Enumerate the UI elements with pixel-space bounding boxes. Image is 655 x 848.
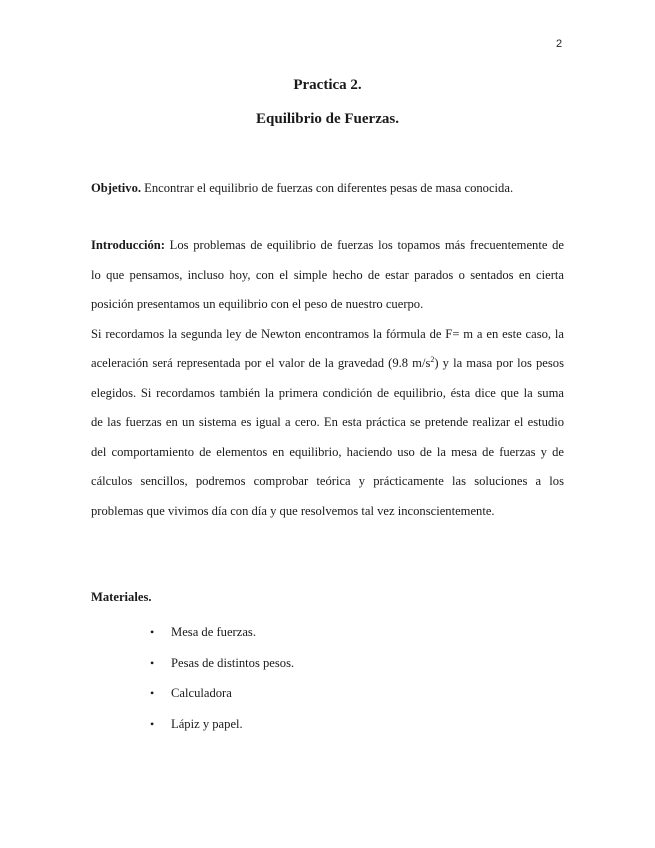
intro-line-5-a: aceleración será representada por el valor de la gravedad (9.8 m/s (91, 356, 431, 370)
list-item-text: Calculadora (171, 686, 232, 700)
list-item-text: Mesa de fuerzas. (171, 625, 256, 639)
intro-line-5-b: ) y la masa por los pesos (434, 356, 564, 370)
intro-line-1-text: Los problemas de equilibrio de fuerzas los topamos más frecuentemente de (164, 238, 564, 252)
bullet-icon: • (150, 655, 155, 670)
intro-line-7: de las fuerzas en un sistema es igual a cero. En esta práctica se pretende realizar el estudio (91, 415, 564, 429)
page-number: 2 (556, 38, 563, 50)
intro-line-8: del comportamiento de elementos en equilibrio, haciendo uso de la mesa de fuerzas y de (91, 444, 564, 459)
intro-line-6: elegidos. Si recordamos también la primera condición de equilibrio, ésta dice que la suma (91, 385, 564, 400)
intro-line-4: Si recordamos la segunda ley de Newton encontramos la fórmula de F= m a en este caso, la (91, 326, 564, 341)
objective-label: Objetivo. (91, 181, 142, 195)
intro-line-3: posición presentamos un equilibrio con el peso de nuestro cuerpo. (91, 297, 424, 311)
list-item (146, 709, 294, 740)
materials-list (146, 617, 294, 739)
intro-line-2: lo que pensamos, incluso hoy, con el simple hecho de estar parados o sentados en cierta (91, 267, 564, 282)
intro-line-9: cálculos sencillos, podremos comprobar teórica y prácticamente las soluciones a los (91, 474, 564, 488)
bullet-icon: • (150, 686, 155, 700)
intro-line-10: problemas que vivimos día con día y que resolvemos tal vez inconscientemente. (91, 503, 495, 518)
objective-text: Encontrar el equilibrio de fuerzas con diferentes pesas de masa conocida. (141, 181, 514, 195)
materials-heading: Materiales. (91, 590, 152, 604)
document-title: Practica 2. (293, 77, 362, 93)
document-subtitle: Equilibrio de Fuerzas. (256, 111, 399, 127)
introduction-label: Introducción: (91, 238, 165, 252)
list-item (146, 648, 294, 679)
list-item (146, 678, 294, 709)
bullet-icon: • (150, 625, 155, 639)
introduction-paragraph (91, 231, 564, 526)
list-item-text: Pesas de distintos pesos. (171, 655, 295, 670)
objective-paragraph (91, 174, 564, 204)
intro-line-5 (91, 349, 564, 379)
list-item-text: Lápiz y papel. (171, 716, 243, 731)
bullet-icon: • (150, 716, 155, 731)
list-item (146, 617, 294, 648)
exponent: 2 (430, 354, 435, 364)
intro-line-1 (91, 231, 564, 261)
